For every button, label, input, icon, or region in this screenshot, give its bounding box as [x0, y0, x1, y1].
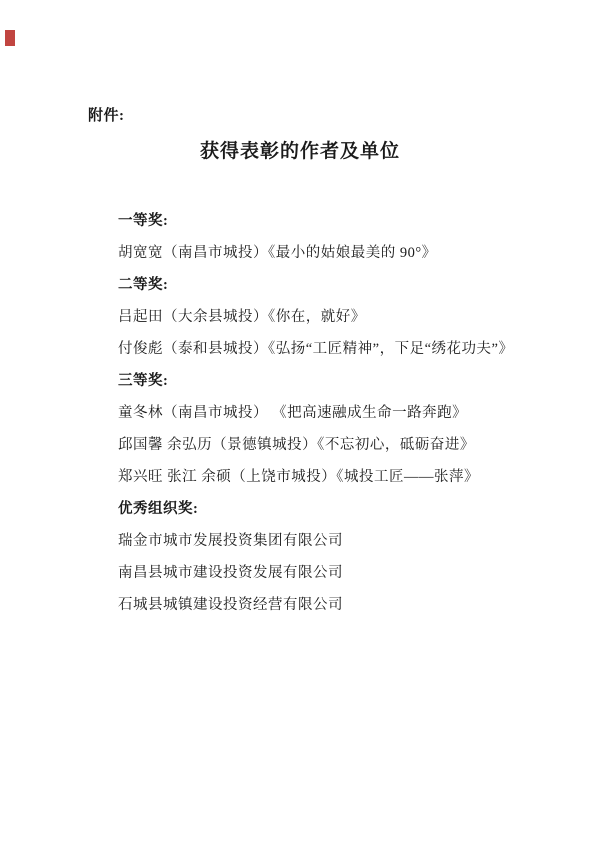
red-marker-icon	[5, 30, 15, 46]
award-entry: 南昌县城市建设投资发展有限公司	[118, 565, 343, 581]
award-entry: 童冬林（南昌市城投） 《把高速融成生命一路奔跑》	[118, 405, 468, 421]
award-entry: 付俊彪（泰和县城投）《弘扬“工匠精神”，下足“绣花功夫”》	[118, 341, 514, 357]
award-entry: 瑞金市城市发展投资集团有限公司	[118, 533, 343, 549]
page-title: 获得表彰的作者及单位	[199, 141, 400, 162]
award-list	[118, 205, 550, 621]
award-entry: 石城县城镇建设投资经营有限公司	[118, 597, 343, 613]
award-entry: 吕起田（大余县城投）《你在，就好》	[118, 309, 366, 325]
section-heading-organization-award: 优秀组织奖:	[118, 501, 199, 517]
section-heading-first-prize: 一等奖:	[118, 213, 169, 229]
award-entry: 邱国馨 余弘历（景德镇城投）《不忘初心，砥砺奋进》	[118, 437, 475, 453]
award-entry: 胡宽宽（南昌市城投）《最小的姑娘最美的 90°》	[118, 245, 437, 261]
award-entry: 郑兴旺 张江 余硕（上饶市城投）《城投工匠——张萍》	[118, 469, 479, 485]
section-heading-second-prize: 二等奖:	[118, 277, 169, 293]
section-heading-third-prize: 三等奖:	[118, 373, 169, 389]
attachment-label: 附件:	[88, 108, 125, 124]
